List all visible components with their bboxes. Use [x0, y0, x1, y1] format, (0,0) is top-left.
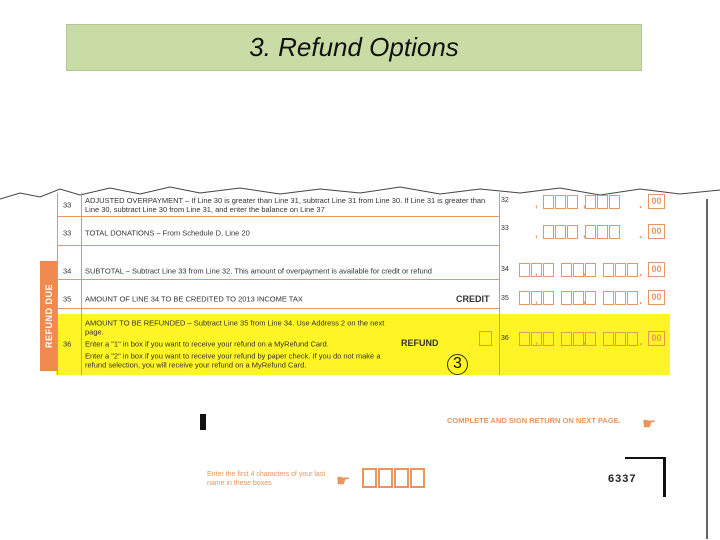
credit-label: CREDIT — [456, 294, 490, 304]
tax-form-excerpt — [0, 185, 720, 540]
refund-method-box[interactable] — [479, 331, 492, 346]
corner-mark — [625, 457, 666, 459]
amount-field-line-33[interactable]: , , . 00 — [519, 225, 667, 241]
row-number: 35 — [63, 294, 72, 304]
line-number: 33 — [501, 225, 509, 232]
refund-due-label: REFUND DUE — [43, 283, 54, 349]
step-number-badge: 3 — [447, 354, 468, 375]
line-number: 32 — [501, 197, 509, 204]
amount-cents: 00 — [648, 290, 665, 305]
refund-label: REFUND — [401, 338, 439, 348]
row-text: AMOUNT OF LINE 34 TO BE CREDITED TO 2013 INCOME TAX — [85, 294, 303, 304]
amount-cents: 00 — [648, 331, 665, 346]
form-divider — [499, 193, 500, 375]
amount-cents: 00 — [648, 194, 665, 209]
black-marker — [200, 414, 206, 430]
amount-cents: 00 — [648, 224, 665, 239]
form-row — [57, 262, 499, 280]
last-name-instruction: Enter the first 4 characters of your last name in these boxes — [207, 471, 326, 487]
corner-mark — [663, 457, 666, 497]
amount-field-line-36[interactable]: , , . 00 — [519, 332, 667, 348]
amount-field-line-35[interactable]: , , . 00 — [519, 291, 667, 307]
slide-title: 3. Refund Options — [249, 32, 459, 62]
row-number: 34 — [63, 266, 72, 275]
form-row — [57, 220, 499, 246]
form-code: 6337 — [608, 473, 637, 485]
row-text: AMOUNT TO BE REFUNDED – Subtract Line 35 from Line 34. Use Address 2 on the next page. — [85, 318, 385, 337]
row-number: 33 — [63, 228, 72, 237]
line-number: 35 — [501, 295, 509, 302]
form-row — [57, 194, 499, 217]
refund-due-band — [40, 261, 57, 371]
row-number: 36 — [63, 339, 72, 349]
row-text: SUBTOTAL – Subtract Line 33 from Line 32. This amount of overpayment is available for credit or refund — [85, 266, 432, 275]
complete-sign-notice: COMPLETE AND SIGN RETURN ON NEXT PAGE. — [447, 416, 621, 425]
pointing-hand-icon: ☛ — [642, 416, 657, 433]
form-row — [57, 290, 499, 309]
last-name-boxes[interactable] — [362, 468, 426, 488]
line-number: 34 — [501, 266, 509, 273]
pointing-hand-icon: ☛ — [336, 473, 351, 490]
amount-field-line-32[interactable]: , , . 00 — [519, 195, 667, 211]
row-number: 33 — [63, 200, 72, 210]
row-option-check: Enter a "2" in box if you want to receive your refund by paper check. If you do not make a refund selection, you will receive your refund on a MyRefund Card. — [85, 351, 381, 370]
row-option-card: Enter a "1" in box if you want to receive your refund on a MyRefund Card. — [85, 339, 329, 349]
slide-title-bar — [66, 24, 642, 71]
amount-field-line-34[interactable]: , , . 00 — [519, 263, 667, 279]
row-text: TOTAL DONATIONS – From Schedule D, Line 20 — [85, 228, 250, 237]
amount-cents: 00 — [648, 262, 665, 277]
line-number: 36 — [501, 335, 509, 342]
form-right-border — [706, 199, 708, 539]
row-text: ADJUSTED OVERPAYMENT – If Line 30 is greater than Line 31, subtract Line 31 from Line 30. If Line 31 is greater than Line 30, subtract Line 30 from Line 31, and enter the balance on Line 37 — [85, 196, 486, 214]
